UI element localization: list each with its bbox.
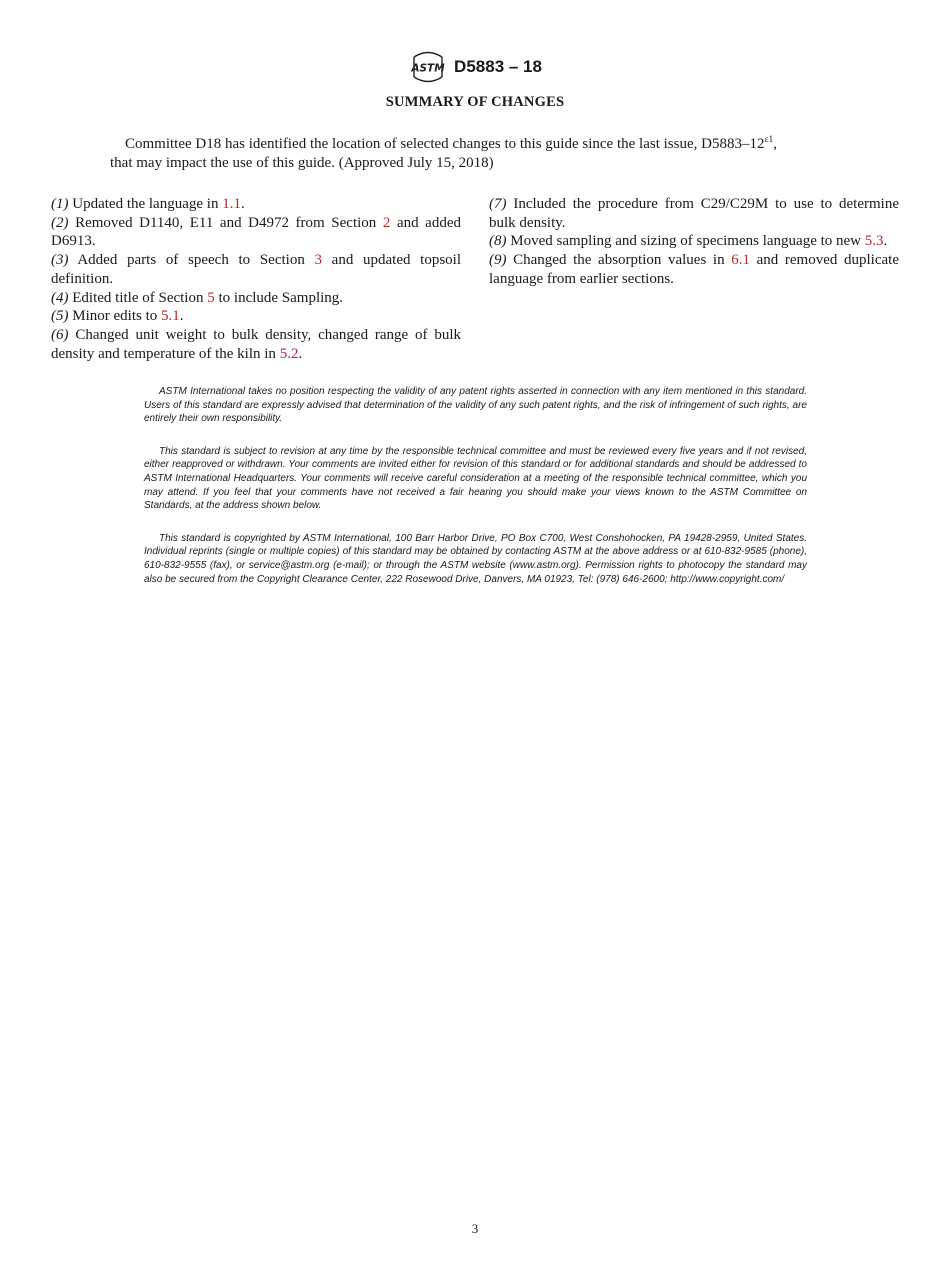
- item-text-end: .: [883, 233, 888, 250]
- item-number: (6): [51, 326, 69, 343]
- copyright-notice: This standard is copyrighted by ASTM International, 100 Barr Harbor Drive, PO Box C700, West Conshohocken, PA 19428-2959, United States. Individual reprints (single or multiple copies) of this standard may be obtained by contacting ASTM at the above address or at 610-832-9585 (phone), 610-832-9555 (fax), or service@astm.org (e-mail); or through the ASTM website (www.astm.org). Permission rights to photocopy the standard may also be secured from the Copyright Clearance Center, 222 Rosewood Drive, Danvers, MA 01923, Tel: (978) 646-2600; http://www.copyright.com/: [144, 532, 807, 585]
- item-text: Updated the language in: [68, 196, 223, 212]
- item-text: Added parts of speech to Section: [68, 252, 315, 269]
- page-number: 3: [471, 1221, 479, 1236]
- astm-logo-icon: [408, 50, 448, 84]
- change-item-5: [51, 307, 461, 326]
- item-text: Included the procedure from C29/C29M to use to determine bulk density.: [489, 196, 899, 231]
- logo-text: ASTM: [411, 62, 445, 75]
- item-text: Edited title of Section: [68, 289, 208, 306]
- item-number: (7): [489, 196, 507, 212]
- item-number: (9): [489, 252, 507, 269]
- item-text-end: .: [240, 196, 245, 212]
- item-number: (2): [51, 214, 69, 231]
- item-text-end: and added D6913.: [51, 214, 461, 250]
- section-link-2[interactable]: 2: [382, 214, 391, 231]
- item-number: (4): [51, 289, 69, 306]
- section-link-5-1[interactable]: 5.1: [161, 308, 180, 325]
- item-number: (3): [51, 252, 69, 269]
- intro-line-1-comma: ,: [773, 136, 777, 152]
- section-link-3[interactable]: 3: [314, 252, 322, 269]
- item-text-end: .: [298, 345, 303, 362]
- change-item-1: [51, 195, 461, 214]
- legal-notices: [144, 385, 807, 605]
- revision-notice: This standard is subject to revision at any time by the responsible technical committee and must be reviewed every five years and if not revised, either reapproved or withdrawn. Your comments are invited either for revision of this standard or for additional standards and should be addressed to ASTM International Headquarters. Your comments will receive careful consideration at a meeting of the responsible technical committee, which you may attend. If you feel that your comments have not received a fair hearing you should make your views known to the ASTM Committee on Standards, at the address shown below.: [144, 445, 807, 512]
- item-text-end: and removed duplicate language from earlier sections.: [489, 252, 899, 287]
- item-number: (1): [51, 196, 69, 212]
- page-header: [0, 50, 950, 84]
- section-link-5[interactable]: 5: [207, 289, 215, 306]
- item-text: Changed unit weight to bulk density, changed range of bulk density and temperature of the kiln in: [51, 326, 461, 362]
- item-number: (8): [489, 233, 507, 250]
- item-text-end: .: [179, 308, 184, 325]
- item-text-end: and updated topsoil definition.: [51, 252, 461, 287]
- epsilon-superscript: ε1: [764, 135, 774, 145]
- intro-line-2: that may impact the use of this guide. (Approved July 15, 2018): [110, 155, 494, 171]
- change-item-9: [489, 251, 899, 288]
- change-item-4: [51, 289, 461, 308]
- section-link-5-2[interactable]: 5.2: [279, 345, 299, 362]
- item-text-end: to include Sampling.: [214, 289, 344, 306]
- change-item-2: [51, 214, 461, 251]
- changes-right-column: [489, 195, 899, 289]
- change-item-7: [489, 195, 899, 232]
- intro-paragraph: [110, 135, 850, 173]
- change-item-6: [51, 326, 461, 363]
- section-link-6-1[interactable]: 6.1: [731, 252, 750, 269]
- change-item-3: [51, 251, 461, 288]
- item-text: Minor edits to: [68, 308, 161, 325]
- item-text: Removed D1140, E11 and D4972 from Section: [68, 214, 383, 231]
- designation: D5883 – 18: [454, 57, 542, 76]
- item-text: Changed the absorption values in: [506, 252, 732, 269]
- changes-left-column: [51, 195, 461, 363]
- patent-notice: ASTM International takes no position respecting the validity of any patent rights asserted in connection with any item mentioned in this standard. Users of this standard are expressly advised that determination of the validity of any such patent rights, and the risk of infringement of such rights, are entirely their own responsibility.: [144, 386, 807, 425]
- item-text: Moved sampling and sizing of specimens language to new: [506, 233, 865, 250]
- item-number: (5): [51, 308, 69, 325]
- intro-line-1: [110, 135, 850, 154]
- section-title: SUMMARY OF CHANGES: [385, 94, 565, 110]
- section-link-1-1[interactable]: 1.1: [222, 196, 241, 212]
- change-item-8: [489, 232, 899, 251]
- section-link-5-3[interactable]: 5.3: [864, 233, 884, 250]
- intro-line-1-text: Committee D18 has identified the location of selected changes to this guide since the last issue, D5883–12: [125, 136, 765, 152]
